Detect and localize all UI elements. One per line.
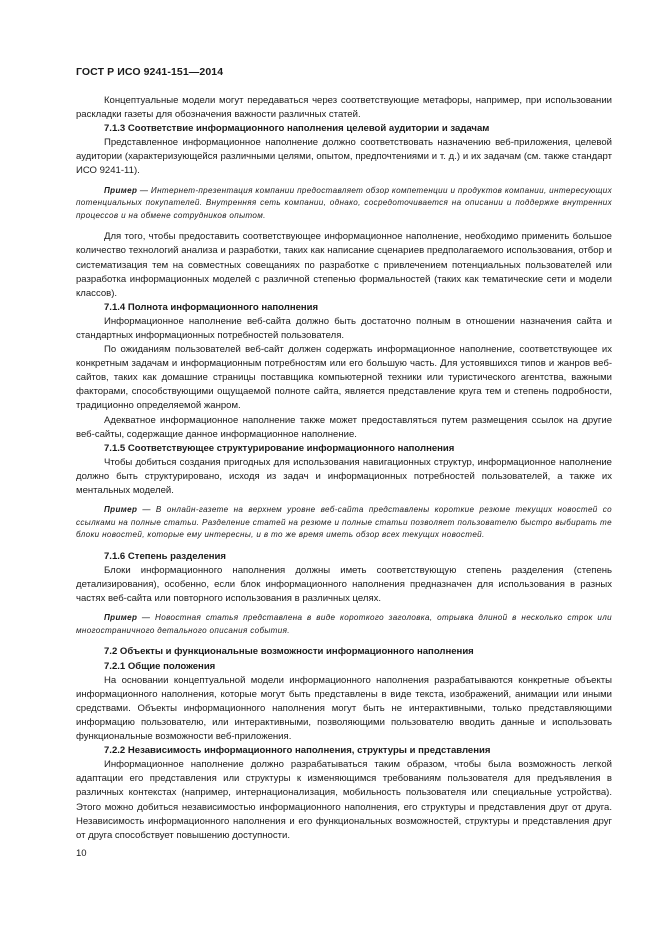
example-text: — Интернет-презентация компании предоставляет обзор компетенции и продуктов компании, интересующих потенциальных покупателей. Внутренняя сеть компании, однако, сосредоточивается на описании и поддержке внутренних процессов и на обмене сотрудников опытом. (76, 185, 612, 220)
document-page (76, 66, 612, 843)
paragraph: Чтобы добиться создания пригодных для использования навигационных структур, информационное наполнение должно быть структурировано, исходя из задач и информационных потребностей пользователей, а также их ментальных моделей. (76, 456, 612, 497)
paragraph: По ожиданиям пользователей веб-сайт должен содержать информационное наполнение, соответствующее их конкретным задачам и информационным потребностям или его большую часть. Для устоявшихся типов и жанров веб-сайтов, таких как домашние страницы поставщика компьютерной техники или туристического агентства, важными факторами, способствующими ощущаемой полноте сайта, является представление круга тем и степень подробности, традиционно определяемой жанром. (76, 344, 612, 412)
example-note (76, 185, 612, 223)
paragraph: На основании концептуальной модели информационного наполнения разрабатываются конкретные объекты информационного наполнения, которые могут быть представлены в виде текста, изображений, анимации или иными средствами. Объекты информационного наполнения могут быть не интерактивными, только представляющими информацию пользователю, или интерактивными, позволяющими пользователю вводить данные и использовать функциональные возможности веб-приложения. (76, 674, 612, 743)
example-label: Пример (104, 613, 138, 623)
section-heading-7-1-5: 7.1.5 Соответствующее структурирование информационного наполнения (104, 442, 455, 454)
section-heading-7-1-6: 7.1.6 Степень разделения (104, 550, 226, 562)
example-note (76, 612, 612, 637)
example-text: — В онлайн-газете на верхнем уровне веб-сайта представлены короткие резюме текущих новостей со ссылками на полные статьи. Разделение статей на резюме и полные статьи позволяет пользователю быстро выбирать те блоки новостей, которые ему интересны, и в то же время иметь обзор всех текущих новостей. (76, 505, 612, 540)
paragraph: Для того, чтобы предоставить соответствующее информационное наполнение, необходимо применить большое количество технологий анализа и разработки, таких как написание сценариев предполагаемого использования, отбор и систематизация тем на совместных совещаниях по разработке с привлечением потенциальных пользователей или разработка информационных моделей с различной степенью формальностей (таких как тематические сети и модели классов). (76, 231, 612, 299)
paragraph: Представленное информационное наполнение должно соответствовать назначению веб-приложения, целевой аудитории (характеризующейся различными целями, опытом, предпочтениями и т. д.) и их задачам (см. также стандарт ИСО 9241-11). (76, 137, 612, 177)
example-text: — Новостная статья представлена в виде короткого заголовка, отрывка длиной в несколько строк или многостраничного детального описания события. (76, 613, 612, 635)
section-heading-7-2-2: 7.2.2 Независимость информационного наполнения, структуры и представления (104, 745, 491, 757)
example-label: Пример (104, 505, 138, 515)
section-heading-7-2: 7.2 Объекты и функциональные возможности информационного наполнения (104, 646, 474, 658)
section-heading-7-1-3: 7.1.3 Соответствие информационного наполнения целевой аудитории и задачам (104, 123, 490, 135)
paragraph: Информационное наполнение должно разрабатываться таким образом, чтобы была возможность легкой адаптации его представления или структуры к изменяющимся требованиям пользователя для предъявления в различных контекстах (например, интернационализация, мобильность пользователя или специальные устройства). Этого можно добиться независимостью информационного наполнения, его структуры и представления друг от друга. Независимость информационного наполнения и его функциональных возможностей, структуры и представления друг от друга способствует повышению доступности. (76, 759, 612, 841)
paragraph: Информационное наполнение веб-сайта должно быть достаточно полным в отношении назначения сайта и стандартных информационных потребностей пользователя. (76, 315, 612, 341)
example-label: Пример (104, 185, 138, 195)
example-note (76, 504, 612, 542)
page-number: 10 (76, 848, 87, 859)
document-header: ГОСТ Р ИСО 9241-151—2014 (76, 66, 224, 78)
paragraph: Концептуальные модели могут передаваться через соответствующие метафоры, например, при использовании раскладки газеты для обозначения важности различных статей. (76, 95, 612, 121)
paragraph: Блоки информационного наполнения должны иметь соответствующую степень разделения (степень детализирования), особенно, если блок информационного наполнения предназначен для использования в разных частях веб-сайта или повторного использования в различных целях. (76, 565, 612, 605)
section-heading-7-2-1: 7.2.1 Общие положения (104, 660, 216, 672)
section-heading-7-1-4: 7.1.4 Полнота информационного наполнения (104, 301, 319, 313)
paragraph: Адекватное информационное наполнение также может предоставляться путем размещения ссылок на другие веб-сайты, содержащие данное информационное наполнение. (76, 414, 612, 440)
